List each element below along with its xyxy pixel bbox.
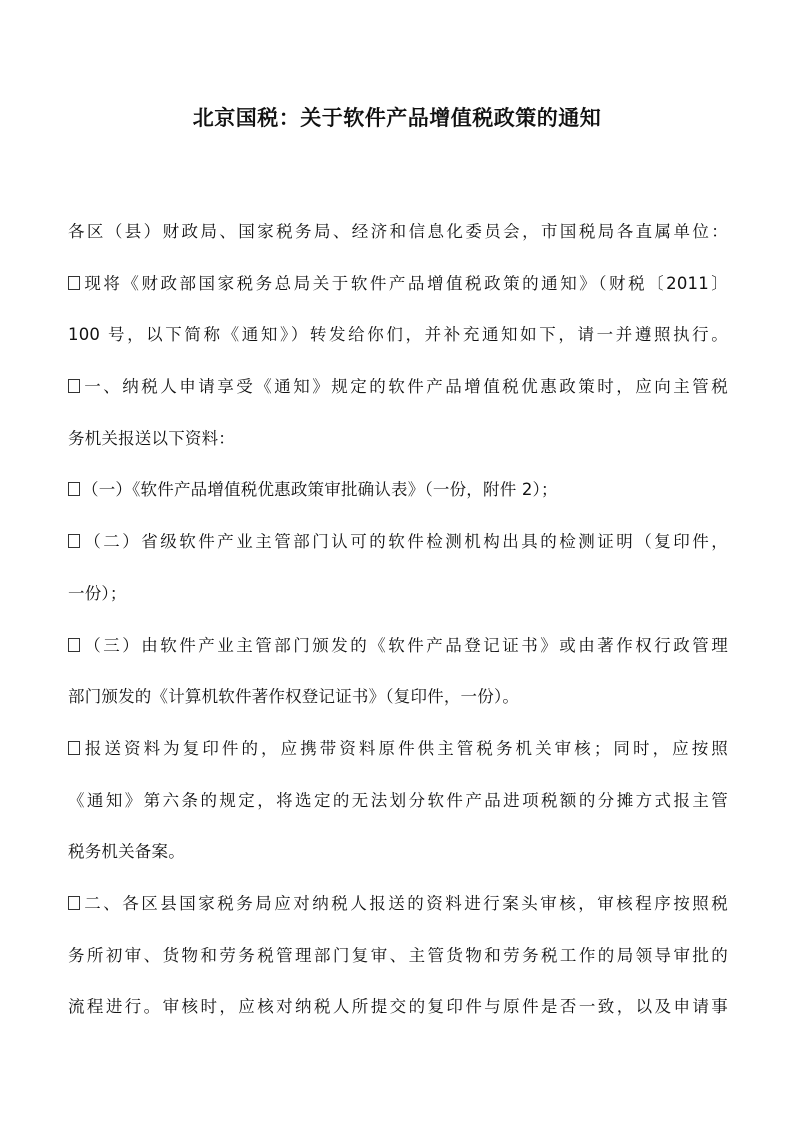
- checkbox-placeholder-icon: [68, 482, 80, 496]
- line-text: 二、各区县国家税务局应对纳税人报送的资料进行案头审核，审核程序按照税: [82, 893, 728, 913]
- line-text: 100 号，以下简称《通知》）转发给你们，并补充通知如下，请一并遵照执行。: [68, 325, 728, 345]
- text-line: [68, 626, 728, 678]
- document-title: 北京国税：关于软件产品增值税政策的通知: [192, 106, 602, 130]
- checkbox-placeholder-icon: [68, 534, 80, 548]
- line-text: （一）《软件产品增值税优惠政策审批确认表》（一份，附件 2）；: [82, 480, 558, 500]
- line-text: 《通知》第六条的规定，将选定的无法划分软件产品进项税额的分摊方式报主管: [68, 790, 728, 810]
- text-line: [68, 832, 728, 884]
- checkbox-placeholder-icon: [68, 741, 80, 755]
- line-text: 流程进行。审核时，应核对纳税人所提交的复印件与原件是否一致，以及申请事: [68, 997, 728, 1017]
- text-line: [68, 264, 728, 316]
- text-line: [68, 987, 728, 1039]
- line-text: 务所初审、货物和劳务税管理部门复审、主管货物和劳务税工作的局领导审批的: [68, 945, 728, 965]
- text-line: [68, 729, 728, 781]
- line-text: 税务机关备案。: [68, 842, 185, 862]
- text-line: [68, 419, 728, 471]
- line-text: 现将《财政部国家税务总局关于软件产品增值税政策的通知》（财税〔2011〕: [82, 273, 728, 293]
- text-line: [68, 574, 728, 626]
- text-line: [68, 470, 728, 522]
- text-line: [68, 936, 728, 988]
- checkbox-placeholder-icon: [68, 276, 80, 290]
- line-text: 部门颁发的《计算机软件著作权登记证书》（复印件，一份）。: [68, 687, 520, 707]
- text-line: [68, 781, 728, 833]
- text-line: [68, 212, 728, 264]
- document-body: [68, 212, 728, 1039]
- text-line: [68, 522, 728, 574]
- line-text: 务机关报送以下资料：: [68, 428, 235, 448]
- checkbox-placeholder-icon: [68, 379, 80, 393]
- line-text: 报送资料为复印件的，应携带资料原件供主管税务机关审核；同时，应按照: [82, 738, 728, 758]
- text-line: [68, 315, 728, 367]
- text-line: [68, 367, 728, 419]
- line-text: 各区（县）财政局、国家税务局、经济和信息化委员会，市国税局各直属单位：: [68, 222, 728, 241]
- line-text: 一份）；: [68, 583, 127, 603]
- line-text: （二）省级软件产业主管部门认可的软件检测机构出具的检测证明（复印件，: [82, 532, 728, 552]
- line-text: （三）由软件产业主管部门颁发的《软件产品登记证书》或由著作权行政管理: [82, 635, 728, 655]
- line-text: 一、纳税人申请享受《通知》规定的软件产品增值税优惠政策时，应向主管税: [82, 377, 728, 397]
- checkbox-placeholder-icon: [68, 896, 80, 910]
- text-line: [68, 884, 728, 936]
- text-line: [68, 677, 728, 729]
- checkbox-placeholder-icon: [68, 638, 80, 652]
